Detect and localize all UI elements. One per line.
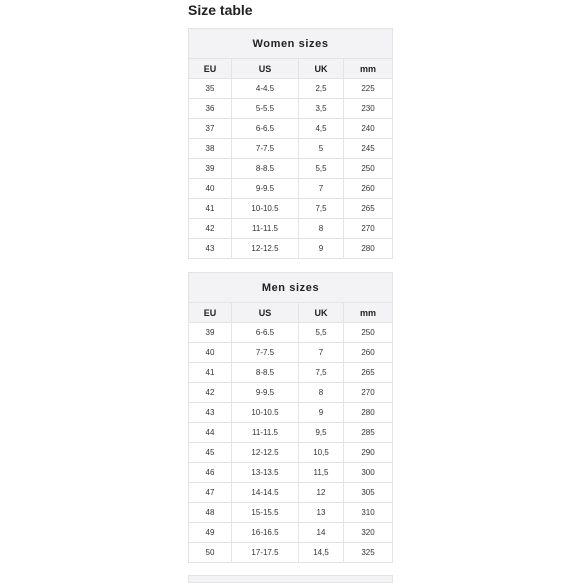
size-cell-eu: 40 (189, 343, 232, 363)
column-header-us: US (232, 59, 299, 79)
size-cell-uk: 7,5 (299, 199, 344, 219)
women-size-table (188, 28, 393, 259)
size-cell-us: 13-13.5 (232, 463, 299, 483)
size-cell-uk: 11,5 (299, 463, 344, 483)
size-cell-eu: 44 (189, 423, 232, 443)
size-cell-uk: 13 (299, 503, 344, 523)
size-cell-eu: 47 (189, 483, 232, 503)
table-row (189, 119, 393, 139)
table-row (189, 219, 393, 239)
size-cell-us: 15-15.5 (232, 503, 299, 523)
size-cell-eu: 39 (189, 159, 232, 179)
size-cell-us: 4-4.5 (232, 79, 299, 99)
column-header-uk: UK (299, 303, 344, 323)
column-header-mm: mm (344, 303, 393, 323)
table-row (189, 423, 393, 443)
size-cell-eu: 40 (189, 179, 232, 199)
table-row (189, 543, 393, 563)
size-cell-uk: 5,5 (299, 323, 344, 343)
size-cell-us: 16-16.5 (232, 523, 299, 543)
size-cell-mm: 280 (344, 403, 393, 423)
size-cell-uk: 8 (299, 219, 344, 239)
table-row (189, 503, 393, 523)
table-row (189, 79, 393, 99)
size-cell-mm: 240 (344, 119, 393, 139)
men-table-title: Men sizes (189, 273, 393, 303)
size-cell-uk: 5 (299, 139, 344, 159)
size-cell-uk: 14 (299, 523, 344, 543)
size-cell-mm: 270 (344, 219, 393, 239)
size-cell-mm: 245 (344, 139, 393, 159)
size-cell-mm: 260 (344, 179, 393, 199)
size-cell-eu: 42 (189, 383, 232, 403)
table-row (189, 383, 393, 403)
size-cell-us: 6-6.5 (232, 323, 299, 343)
size-cell-uk: 5,5 (299, 159, 344, 179)
size-cell-eu: 43 (189, 239, 232, 259)
size-cell-mm: 290 (344, 443, 393, 463)
women-table-body (189, 79, 393, 259)
size-cell-us: 10-10.5 (232, 199, 299, 219)
size-cell-mm: 310 (344, 503, 393, 523)
size-cell-mm: 285 (344, 423, 393, 443)
size-cell-mm: 225 (344, 79, 393, 99)
next-size-table-edge (188, 575, 393, 583)
size-cell-eu: 36 (189, 99, 232, 119)
table-row (189, 199, 393, 219)
size-cell-eu: 48 (189, 503, 232, 523)
size-cell-us: 10-10.5 (232, 403, 299, 423)
table-row (189, 179, 393, 199)
size-cell-mm: 300 (344, 463, 393, 483)
size-cell-mm: 230 (344, 99, 393, 119)
size-cell-uk: 7,5 (299, 363, 344, 383)
table-row (189, 159, 393, 179)
page-title: Size table (188, 2, 253, 18)
size-cell-us: 8-8.5 (232, 159, 299, 179)
size-cell-uk: 14,5 (299, 543, 344, 563)
size-cell-uk: 9 (299, 239, 344, 259)
men-table-body (189, 323, 393, 563)
size-cell-eu: 37 (189, 119, 232, 139)
table-row (189, 523, 393, 543)
size-cell-uk: 3,5 (299, 99, 344, 119)
men-size-table (188, 272, 393, 563)
size-cell-mm: 270 (344, 383, 393, 403)
size-cell-mm: 265 (344, 199, 393, 219)
size-cell-eu: 49 (189, 523, 232, 543)
column-header-eu: EU (189, 303, 232, 323)
size-cell-eu: 35 (189, 79, 232, 99)
size-cell-us: 14-14.5 (232, 483, 299, 503)
table-row (189, 343, 393, 363)
size-cell-mm: 250 (344, 159, 393, 179)
size-cell-mm: 320 (344, 523, 393, 543)
size-cell-mm: 280 (344, 239, 393, 259)
size-cell-us: 5-5.5 (232, 99, 299, 119)
size-cell-eu: 46 (189, 463, 232, 483)
table-row (189, 483, 393, 503)
size-cell-mm: 325 (344, 543, 393, 563)
women-table-title: Women sizes (189, 29, 393, 59)
size-cell-uk: 12 (299, 483, 344, 503)
size-cell-eu: 43 (189, 403, 232, 423)
size-cell-uk: 9,5 (299, 423, 344, 443)
size-cell-us: 12-12.5 (232, 239, 299, 259)
table-row (189, 443, 393, 463)
table-row (189, 139, 393, 159)
table-row (189, 323, 393, 343)
size-cell-us: 6-6.5 (232, 119, 299, 139)
size-cell-us: 11-11.5 (232, 219, 299, 239)
size-cell-us: 7-7.5 (232, 343, 299, 363)
size-cell-uk: 7 (299, 179, 344, 199)
table-row (189, 99, 393, 119)
column-header-eu: EU (189, 59, 232, 79)
size-cell-eu: 50 (189, 543, 232, 563)
size-cell-eu: 41 (189, 199, 232, 219)
size-cell-us: 7-7.5 (232, 139, 299, 159)
column-header-mm: mm (344, 59, 393, 79)
column-header-uk: UK (299, 59, 344, 79)
size-cell-mm: 250 (344, 323, 393, 343)
size-cell-eu: 45 (189, 443, 232, 463)
table-row (189, 239, 393, 259)
size-cell-us: 8-8.5 (232, 363, 299, 383)
size-cell-mm: 305 (344, 483, 393, 503)
size-cell-uk: 4,5 (299, 119, 344, 139)
size-cell-us: 17-17.5 (232, 543, 299, 563)
size-cell-us: 9-9.5 (232, 179, 299, 199)
size-cell-eu: 38 (189, 139, 232, 159)
size-cell-eu: 42 (189, 219, 232, 239)
size-cell-mm: 260 (344, 343, 393, 363)
size-cell-eu: 41 (189, 363, 232, 383)
size-cell-us: 9-9.5 (232, 383, 299, 403)
size-cell-eu: 39 (189, 323, 232, 343)
size-cell-us: 11-11.5 (232, 423, 299, 443)
size-cell-us: 12-12.5 (232, 443, 299, 463)
table-row (189, 363, 393, 383)
size-cell-uk: 2,5 (299, 79, 344, 99)
size-cell-uk: 10,5 (299, 443, 344, 463)
size-cell-mm: 265 (344, 363, 393, 383)
size-cell-uk: 7 (299, 343, 344, 363)
size-cell-uk: 9 (299, 403, 344, 423)
size-cell-uk: 8 (299, 383, 344, 403)
table-row (189, 403, 393, 423)
column-header-us: US (232, 303, 299, 323)
table-row (189, 463, 393, 483)
